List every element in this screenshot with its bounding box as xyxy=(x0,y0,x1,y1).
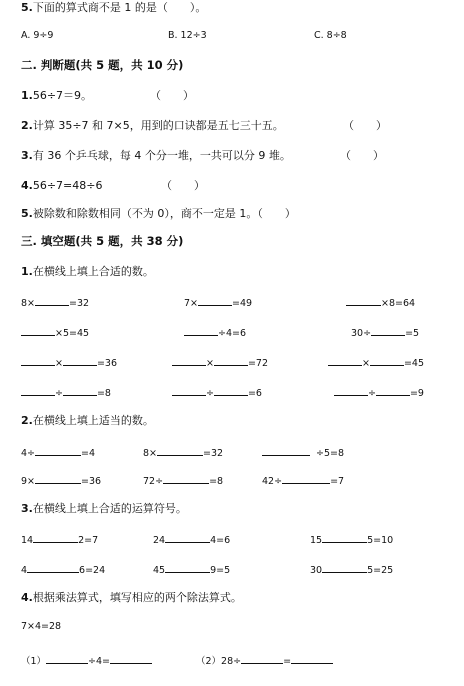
answer-paren[interactable]: （ ） xyxy=(161,179,205,192)
operator-blank[interactable] xyxy=(322,563,367,573)
equation: ×8=64 xyxy=(346,296,415,309)
answer-blank[interactable] xyxy=(291,654,333,664)
equation: 24 4=6 xyxy=(153,535,231,546)
answer-blank[interactable] xyxy=(21,326,55,336)
equation: ÷ =8 xyxy=(21,386,111,399)
equation: 14 2=7 xyxy=(21,535,99,546)
item-number: 5. xyxy=(21,207,33,220)
fill-question-3 xyxy=(21,503,187,514)
answer-blank[interactable] xyxy=(157,446,203,456)
item-number: 4. xyxy=(21,179,33,192)
section-3-title: 三. 填空题(共 5 题，共 38 分) xyxy=(21,234,184,248)
equation: 45 9=5 xyxy=(153,565,231,576)
answer-blank[interactable] xyxy=(63,386,97,396)
question-text: 在横线上填上合适的运算符号。 xyxy=(32,502,187,515)
answer-blank[interactable] xyxy=(21,356,55,366)
question-text: 在横线上填上适当的数。 xyxy=(32,414,154,427)
option-a: A. 9÷9 xyxy=(21,30,54,41)
section-2-title: 二. 判断题(共 5 题，共 10 分) xyxy=(21,58,184,72)
equation: × =72 xyxy=(172,356,268,369)
answer-blank[interactable] xyxy=(163,474,209,484)
answer-blank[interactable] xyxy=(376,386,410,396)
equation: 30÷ =5 xyxy=(351,328,420,339)
equation: ÷ =6 xyxy=(172,386,262,399)
judge-item-1 xyxy=(21,90,92,101)
answer-paren[interactable]: （ ） xyxy=(150,89,194,102)
answer-blank[interactable] xyxy=(334,386,368,396)
answer-paren[interactable]: （ ） xyxy=(343,119,387,132)
answer-blank[interactable] xyxy=(262,446,310,456)
equation: 4 6=24 xyxy=(21,565,106,576)
fill-question-1 xyxy=(21,266,154,277)
equation: 30 5=25 xyxy=(310,565,394,576)
equation: 8× =32 xyxy=(143,448,224,459)
item-text: 计算 35÷7 和 7×5，用到的口诀都是五七三十五。 xyxy=(32,119,284,132)
item-text: 56÷7＝9。 xyxy=(32,89,93,102)
answer-blank[interactable] xyxy=(35,474,81,484)
question-text: 在横线上填上合适的数。 xyxy=(32,265,154,278)
equation: 8× =32 xyxy=(21,298,90,309)
question-text: 根据乘法算式，填写相应的两个除法算式。 xyxy=(32,591,242,604)
operator-blank[interactable] xyxy=(165,563,210,573)
fill-question-4 xyxy=(21,592,242,603)
question-5 xyxy=(21,2,206,13)
operator-blank[interactable] xyxy=(27,563,79,573)
equation: × =36 xyxy=(21,356,117,369)
item-text: 56÷7=48÷6 xyxy=(32,179,103,192)
item-text: 被除数和除数相同（不为 0），商不一定是 1。（ ） xyxy=(32,207,296,220)
answer-blank[interactable] xyxy=(63,356,97,366)
question-text: 下面的算式商不是 1 的是（ ）。 xyxy=(32,1,207,14)
answer-blank[interactable] xyxy=(241,654,283,664)
equation: ÷ =9 xyxy=(334,386,424,399)
equation: 15 5=10 xyxy=(310,535,394,546)
answer-blank[interactable] xyxy=(214,356,248,366)
judge-item-3 xyxy=(21,150,291,161)
answer-blank[interactable] xyxy=(172,386,206,396)
equation: × =45 xyxy=(328,356,424,369)
answer-blank[interactable] xyxy=(370,356,404,366)
option-b: B. 12÷3 xyxy=(168,30,207,41)
answer-blank[interactable] xyxy=(371,326,405,336)
question-number: 3. xyxy=(21,502,33,515)
equation: ×5=45 xyxy=(21,326,89,339)
equation: 72÷ =8 xyxy=(143,476,224,487)
division-part-2: （2）28÷ = xyxy=(196,654,333,667)
judge-item-5 xyxy=(21,208,296,219)
item-number: 1. xyxy=(21,89,33,102)
operator-blank[interactable] xyxy=(165,533,210,543)
equation: 4÷ =4 xyxy=(21,448,96,459)
answer-paren[interactable]: （ ） xyxy=(340,149,384,162)
question-number: 2. xyxy=(21,414,33,427)
answer-blank[interactable] xyxy=(172,356,206,366)
answer-blank[interactable] xyxy=(282,474,330,484)
operator-blank[interactable] xyxy=(33,533,78,543)
given-equation: 7×4=28 xyxy=(21,621,62,632)
equation: ÷4=6 xyxy=(184,326,246,339)
item-number: 2. xyxy=(21,119,33,132)
question-number: 5. xyxy=(21,1,33,14)
answer-blank[interactable] xyxy=(184,326,218,336)
answer-blank[interactable] xyxy=(110,654,152,664)
equation: 7× =49 xyxy=(184,298,253,309)
answer-blank[interactable] xyxy=(198,296,232,306)
answer-blank[interactable] xyxy=(46,654,88,664)
answer-blank[interactable] xyxy=(21,386,55,396)
fill-question-2 xyxy=(21,415,154,426)
answer-blank[interactable] xyxy=(35,296,69,306)
answer-blank[interactable] xyxy=(346,296,381,306)
answer-blank[interactable] xyxy=(35,446,81,456)
equation: 9× =36 xyxy=(21,476,102,487)
item-number: 3. xyxy=(21,149,33,162)
judge-item-4 xyxy=(21,180,103,191)
judge-item-2 xyxy=(21,120,284,131)
question-number: 1. xyxy=(21,265,33,278)
equation: ÷5=8 xyxy=(262,446,344,459)
item-text: 有 36 个乒乓球，每 4 个分一堆，一共可以分 9 堆。 xyxy=(32,149,291,162)
option-c: C. 8÷8 xyxy=(314,30,347,41)
question-number: 4. xyxy=(21,591,33,604)
answer-blank[interactable] xyxy=(328,356,362,366)
operator-blank[interactable] xyxy=(322,533,367,543)
division-part-1: （1） ÷4= xyxy=(21,654,152,667)
answer-blank[interactable] xyxy=(214,386,248,396)
equation: 42÷ =7 xyxy=(262,476,345,487)
